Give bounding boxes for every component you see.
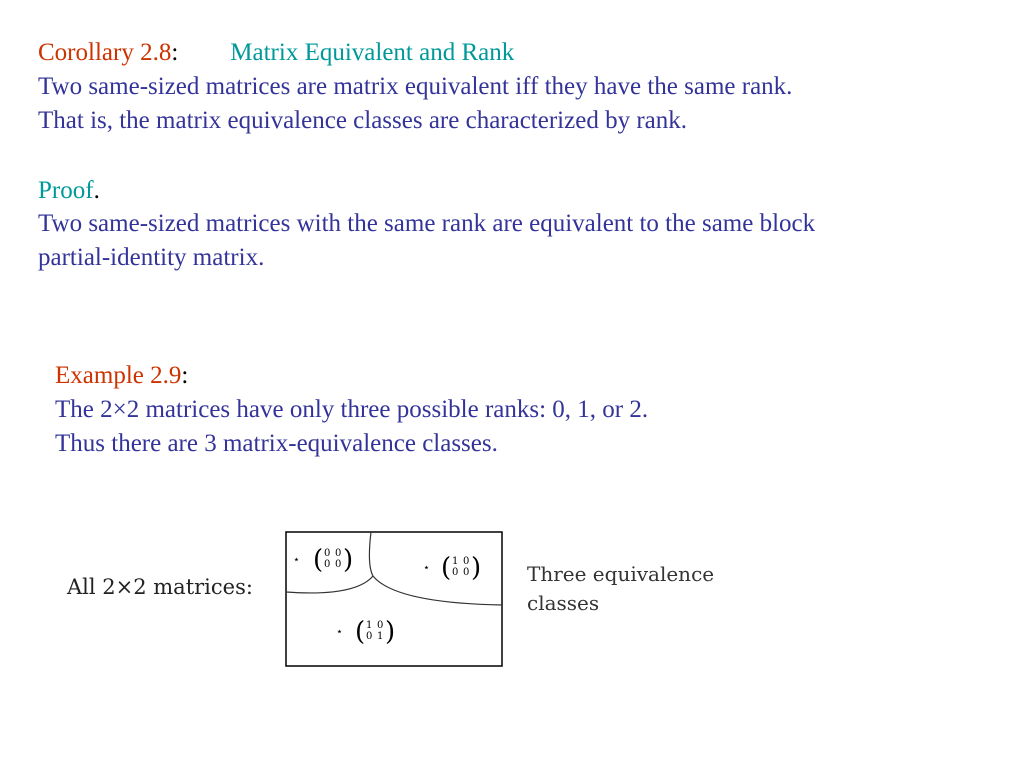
star-marker: ⋆ [423, 561, 430, 574]
star-marker: ⋆ [336, 625, 343, 638]
figure-label: All 2×2 matrices: [67, 575, 253, 599]
corollary-colon: : [171, 39, 179, 66]
figure-caption-line-1: Three equivalence [527, 562, 715, 586]
matrix-entry: 1 [377, 631, 384, 642]
corollary-statement-line-1: Two same-sized matrices are matrix equivalent iff they have the same rank. [38, 73, 793, 100]
proof-heading [38, 174, 100, 208]
matrix-entry: 1 [366, 620, 373, 631]
star-marker: ⋆ [293, 553, 300, 566]
matrix-entry: 0 [463, 567, 470, 578]
corollary-title: Matrix Equivalent and Rank [230, 39, 515, 66]
matrix-entry: 0 [335, 548, 342, 559]
example-heading [55, 359, 188, 393]
corollary-statement-line-2: That is, the matrix equivalence classes are characterized by rank. [38, 107, 687, 134]
right-paren: ) [385, 617, 396, 647]
example-text-line-2: Thus there are 3 matrix-equivalence classes. [55, 430, 498, 457]
right-paren: ) [471, 553, 482, 583]
rank-1-class [423, 553, 481, 583]
matrix-entry: 0 [324, 559, 331, 570]
matrix-entry: 0 [452, 567, 459, 578]
corollary-label: Corollary 2.8 [38, 39, 172, 66]
matrix-entry: 0 [324, 548, 331, 559]
matrix-entry: 0 [377, 620, 384, 631]
example-text-line-1: The 2×2 matrices have only three possible ranks: 0, 1, or 2. [55, 396, 649, 423]
proof-text-line-2: partial-identity matrix. [38, 244, 265, 271]
matrix-entry: 0 [335, 559, 342, 570]
corollary-heading [38, 36, 514, 70]
equivalence-classes-diagram [285, 531, 503, 667]
diagram-divider [369, 532, 502, 605]
proof-text-line-1: Two same-sized matrices with the same rank are equivalent to the same block [38, 210, 816, 237]
rank-0-class [293, 545, 353, 575]
figure-caption-line-2: classes [527, 591, 600, 615]
rank-2-class [336, 617, 395, 647]
right-paren: ) [343, 545, 354, 575]
figure-caption [527, 560, 747, 618]
proof-period: . [93, 177, 100, 204]
matrix-entry: 1 [452, 556, 459, 567]
proof-label: Proof [38, 177, 94, 204]
matrix-entry: 0 [366, 631, 373, 642]
matrix-entry: 0 [463, 556, 470, 567]
example-label: Example 2.9 [55, 362, 182, 389]
left-paren: ( [355, 617, 366, 647]
example-colon: : [181, 362, 189, 389]
diagram-divider [286, 576, 373, 593]
left-paren: ( [441, 553, 452, 583]
left-paren: ( [313, 545, 324, 575]
